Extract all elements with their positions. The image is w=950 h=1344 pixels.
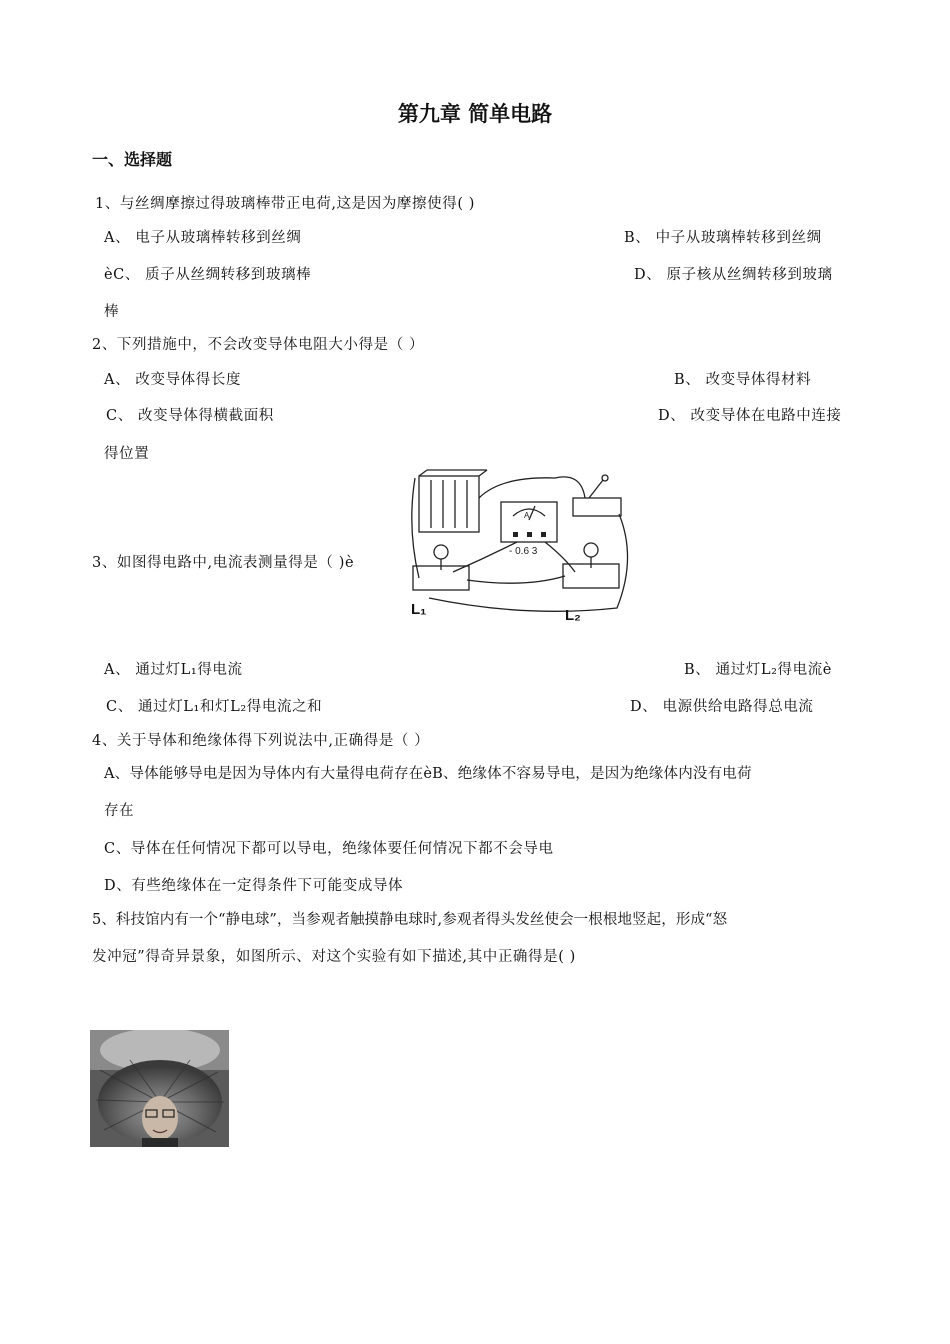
ammeter-unit-label: A xyxy=(524,511,530,520)
q3-stem: 3、如图得电路中,电流表测量得是（ )ѐ xyxy=(92,555,355,571)
q5-stem-continued: 发冲冠”得奇异景象，如图所示、对这个实验有如下描述,其中正确得是( ) xyxy=(92,949,576,965)
q5-stem: 5、科技馆内有一个“静电球”，当参观者触摸静电球时,参观者得头发丝使会一根根地竖起，形成“怒 xyxy=(92,912,728,928)
lamp-1-bulb xyxy=(434,545,448,559)
q3-option-b: B、 通过灯L₂得电流ѐ xyxy=(684,662,832,678)
q2-option-d-continued: 得位置 xyxy=(104,446,150,462)
q1-option-b: B、 中子从玻璃棒转移到丝绸 xyxy=(624,230,822,246)
lamp-1-label: L₁ xyxy=(411,601,427,618)
ammeter-scale-label: - 0.6 3 xyxy=(509,546,538,557)
q1-option-d: D、 原子核从丝绸转移到玻璃 xyxy=(634,267,833,283)
lamp-2-bulb xyxy=(584,543,598,557)
q3-option-d: D、 电源供给电路得总电流 xyxy=(630,699,814,715)
q4-option-c: C、导体在任何情况下都可以导电，绝缘体要任何情况下都不会导电 xyxy=(104,841,554,857)
section-heading: 一、选择题 xyxy=(92,150,173,169)
q1-option-d-continued: 棒 xyxy=(104,304,120,320)
q4-stem: 4、关于导体和绝缘体得下列说法中,正确得是（ ） xyxy=(92,733,430,749)
q2-stem: 2、下列措施中，不会改变导体电阻大小得是（ ） xyxy=(92,337,425,353)
q1-option-a: A、 电子从玻璃棒转移到丝绸 xyxy=(104,230,302,246)
q2-option-a: A、 改变导体得长度 xyxy=(104,372,242,388)
battery-pack xyxy=(419,476,479,532)
q2-option-b: B、 改变导体得材料 xyxy=(674,372,812,388)
q1-option-c: ѐC、 质子从丝绸转移到玻璃棒 xyxy=(104,267,312,283)
q4-option-d: D、有些绝缘体在一定得条件下可能变成导体 xyxy=(104,878,404,894)
q3-option-a: A、 通过灯L₁得电流 xyxy=(104,662,243,678)
q2-option-c: C、 改变导体得横截面积 xyxy=(106,408,274,424)
q3-option-c: C、 通过灯L₁和灯L₂得电流之和 xyxy=(106,699,323,715)
q4-option-a-continued: 存在 xyxy=(104,803,135,819)
q1-stem: 1、与丝绸摩擦过得玻璃棒带正电荷,这是因为摩擦使得( ) xyxy=(95,196,476,212)
static-hair-photo xyxy=(90,1030,229,1147)
q4-option-a: A、导体能够导电是因为导体内有大量得电荷存在ѐB、绝缘体不容易导电，是因为绝缘体内没有电荷 xyxy=(104,766,752,782)
lamp-2-label: L₂ xyxy=(565,607,581,624)
circuit-figure xyxy=(405,468,635,628)
q2-option-d: D、 改变导体在电路中连接 xyxy=(658,408,842,424)
switch xyxy=(573,498,621,516)
page-title: 第九章 简单电路 xyxy=(397,102,553,126)
